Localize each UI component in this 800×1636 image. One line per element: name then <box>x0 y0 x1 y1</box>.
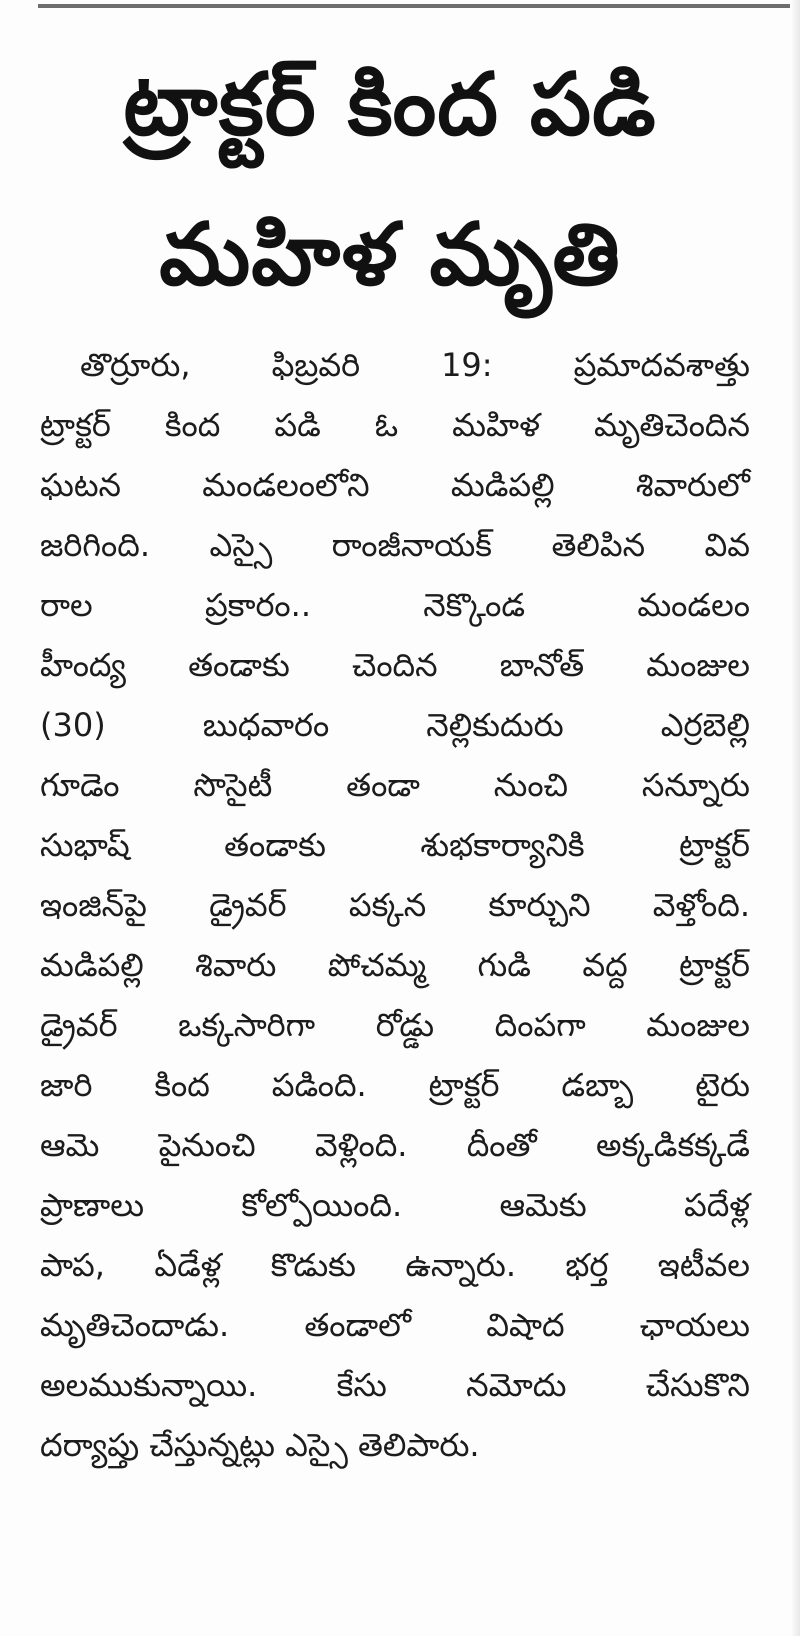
article-line: అలముకున్నాయి. కేసు నమోదు చేసుకొని <box>40 1366 750 1404</box>
article-line: ప్రాణాలు కోల్పోయింది. ఆమెకు పదేళ్ల <box>40 1186 750 1224</box>
headline-line-2: మహిళ మృతి <box>159 205 621 305</box>
article-line: పాప, ఏడేళ్ల కొడుకు ఉన్నారు. భర్త ఇటీవల <box>40 1246 750 1284</box>
article-line: జారి కింద పడింది. ట్రాక్టర్ డబ్బా టైరు <box>40 1066 750 1104</box>
page-edge-shadow <box>790 0 800 1636</box>
article-line: ఆమె పైనుంచి వెళ్లింది. దీంతో అక్కడికక్కడే <box>40 1126 750 1164</box>
article-line: (30) బుధవారం నెల్లికుదురు ఎర్రబెల్లి <box>40 706 750 744</box>
article-line: దర్యాప్తు చేస్తున్నట్లు ఎస్సై తెలిపారు. <box>40 1426 480 1464</box>
headline-line-1: ట్రాక్టర్ కింద పడి <box>123 55 657 155</box>
article-line: మడిపల్లి శివారు పోచమ్మ గుడి వద్ద ట్రాక్టర్ <box>40 946 750 984</box>
top-rule-divider <box>38 4 800 8</box>
article-line: డ్రైవర్ ఒక్కసారిగా రోడ్డు దింపగా మంజుల <box>40 1006 750 1044</box>
article-line: హీంద్య తండాకు చెందిన బానోత్ మంజుల <box>40 646 750 684</box>
article-line: ఇంజిన్‌పై డ్రైవర్ పక్కన కూర్చుని వెళ్తోంది. <box>40 886 750 924</box>
article-body <box>40 335 750 1475</box>
article-line: రాల ప్రకారం.. నెక్కొండ మండలం <box>40 586 750 624</box>
article-line: ట్రాక్టర్ కింద పడి ఓ మహిళ మృతిచెందిన <box>40 406 750 444</box>
article-line: సుభాష్ తండాకు శుభకార్యానికి ట్రాక్టర్ <box>40 826 750 864</box>
article-line: గూడెం సొసైటీ తండా నుంచి సన్నూరు <box>40 766 750 804</box>
headline <box>40 30 740 330</box>
article-line: జరిగింది. ఎస్సై రాంజీనాయక్ తెలిపిన వివ <box>40 526 750 564</box>
article-line: మృతిచెందాడు. తండాలో విషాద ఛాయలు <box>40 1306 750 1344</box>
article-line: తొర్రూరు, ఫిబ్రవరి 19: ప్రమాదవశాత్తు <box>80 346 750 384</box>
article-line: ఘటన మండలంలోని మడిపల్లి శివారులో <box>40 466 750 504</box>
